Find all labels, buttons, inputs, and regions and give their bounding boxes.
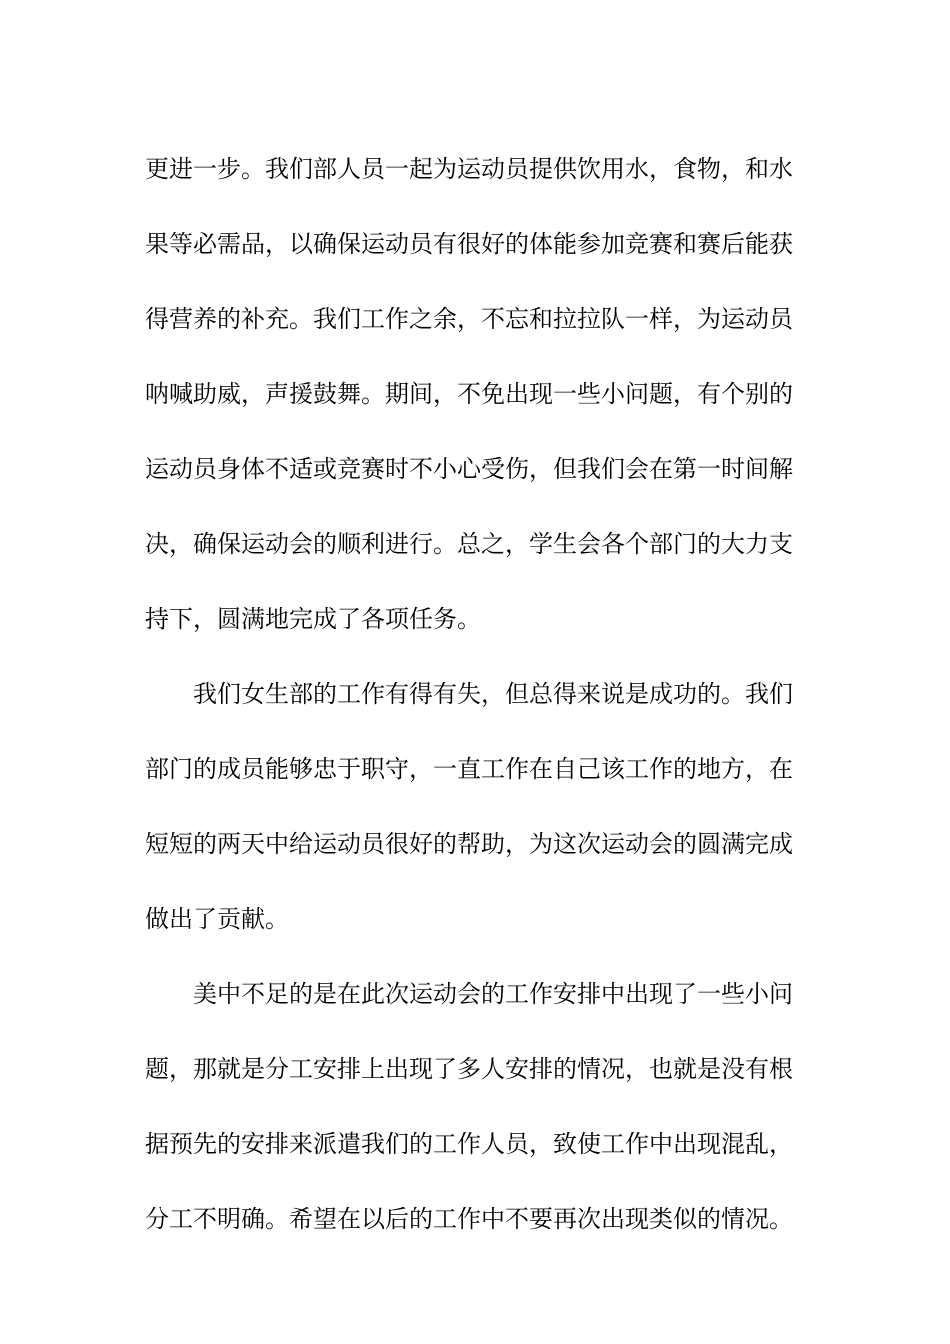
text-line-13: 题，那就是分工安排上出现了多人安排的情况，也就是没有根 <box>145 1055 793 1083</box>
text-line-6: 决，确保运动会的顺利进行。总之，学生会各个部门的大力支 <box>145 530 793 558</box>
paragraph-2-line-1: 我们女生部的工作有得有失，但总得来说是成功的。我们 <box>193 680 793 708</box>
text-line-14: 据预先的安排来派遣我们的工作人员，致使工作中出现混乱， <box>145 1130 793 1158</box>
document-body <box>145 132 807 1257</box>
text-line-2: 果等必需品，以确保运动员有很好的体能参加竞赛和赛后能获 <box>145 230 793 258</box>
text-line-10: 短短的两天中给运动员很好的帮助，为这次运动会的圆满完成 <box>145 830 793 858</box>
text-line-15: 分工不明确。希望在以后的工作中不要再次出现类似的情况。 <box>145 1205 793 1233</box>
text-line-7: 持下，圆满地完成了各项任务。 <box>145 605 481 633</box>
text-line-3: 得营养的补充。我们工作之余，不忘和拉拉队一样，为运动员 <box>145 305 793 333</box>
text-line-9: 部门的成员能够忠于职守，一直工作在自己该工作的地方，在 <box>145 755 793 783</box>
text-line-11: 做出了贡献。 <box>145 905 289 933</box>
paragraph-3-line-1: 美中不足的是在此次运动会的工作安排中出现了一些小问 <box>193 980 793 1008</box>
text-line-4: 呐喊助威，声援鼓舞。期间，不免出现一些小问题，有个别的 <box>145 380 793 408</box>
text-line-5: 运动员身体不适或竞赛时不小心受伤，但我们会在第一时间解 <box>145 455 793 483</box>
text-line-1: 更进一步。我们部人员一起为运动员提供饮用水，食物，和水 <box>145 155 793 183</box>
